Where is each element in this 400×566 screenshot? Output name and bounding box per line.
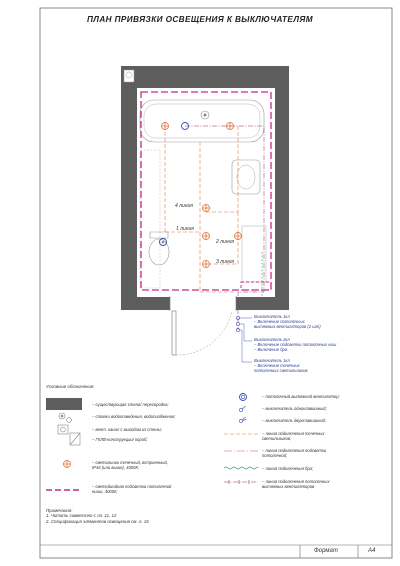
spot-light-icon xyxy=(203,233,210,240)
spot-light-icon xyxy=(235,233,242,240)
format-label: Формат xyxy=(314,548,338,554)
spot-light-icon xyxy=(203,261,210,268)
fan-icon xyxy=(240,394,247,401)
door-swing xyxy=(176,311,232,355)
switch-double-icon xyxy=(239,417,246,423)
spot-light-icon xyxy=(162,123,169,130)
legend-text: потолочной; xyxy=(262,453,288,458)
legend-text: – потолочный вытяжной вентилятор; xyxy=(262,394,340,399)
legend-item-led xyxy=(92,484,171,494)
callout-leaders xyxy=(239,318,252,362)
legend-item-line-spots xyxy=(262,431,324,441)
legend-item-line-sconce xyxy=(262,466,313,471)
callout-line: потолочных светильников xyxy=(254,368,308,373)
wall-fill-icon xyxy=(46,398,82,410)
shower-niche xyxy=(140,150,160,288)
legend-text: – ГКЛВ-конструкции/ короб; xyxy=(92,437,148,442)
callout-switch-fans xyxy=(254,314,321,329)
line-label-2: 2 линия xyxy=(216,239,234,245)
legend-text: – светильник точечный, встроенный, xyxy=(92,460,168,465)
title-block xyxy=(40,545,392,558)
cabinet xyxy=(242,226,266,282)
legend-text: – существующая стена/ перегородка; xyxy=(92,402,169,407)
callout-line: – Включение бра xyxy=(254,347,288,352)
wiring-lines xyxy=(165,126,238,292)
bathtub xyxy=(140,100,264,142)
switch-single-icon xyxy=(239,406,245,412)
sheet-frame xyxy=(40,8,392,558)
line-label-1: 1 линия xyxy=(176,226,194,232)
legend-item-gkl xyxy=(92,437,148,442)
callout-line: Выключатель 1кл xyxy=(254,314,290,319)
legend-item-switch-double xyxy=(262,418,326,423)
callout-line: Выключатель 2кл xyxy=(254,337,290,342)
vent-box-icon xyxy=(58,425,68,434)
legend-text: ниши, 4000К; xyxy=(92,489,118,494)
spot-light-icon xyxy=(203,205,210,212)
legend-text: – линия подключения потолочных xyxy=(262,479,330,484)
legend-text: – выключатель одноклавишный; xyxy=(262,406,327,411)
legend-item-line-fans xyxy=(262,479,329,489)
water-outlet-icon xyxy=(59,413,71,422)
legend-text: – выключатель двухклавишный; xyxy=(262,418,327,423)
legend-text: – светодиодная подсветка потолочной xyxy=(92,484,172,489)
legend-item-wall xyxy=(92,402,169,407)
legend-text: – линия подключения бра; xyxy=(262,466,314,471)
legend-symbols xyxy=(46,394,258,491)
callout-line: – Включение потолочных xyxy=(254,319,305,324)
legend-text: – линия подключения подсветки xyxy=(262,448,327,453)
format-value: А4 xyxy=(368,548,376,554)
legend-item-vent xyxy=(92,427,162,432)
notes-block xyxy=(46,508,149,524)
legend-text: IP44 (или выше), 4000К; xyxy=(92,465,140,470)
line-label-3: 3 линия xyxy=(216,259,234,265)
line-green-icon xyxy=(224,467,258,469)
callout-line: Выключатель 1кл xyxy=(254,358,290,363)
plan-spotlights xyxy=(162,123,242,268)
callout-switch-spots xyxy=(254,358,308,373)
legend-heading: Условные обозначения: xyxy=(46,384,95,389)
notes-heading: Примечания: xyxy=(46,508,73,513)
spot-light-icon xyxy=(64,461,71,468)
line-purple-icon xyxy=(224,480,258,484)
callout-switch-niches xyxy=(254,337,336,352)
drawing-title: ПЛАН ПРИВЯЗКИ ОСВЕЩЕНИЯ К ВЫКЛЮЧАТЕЛЯМ xyxy=(87,15,313,24)
legend-item-line-led xyxy=(262,448,326,458)
callout-line: вытяжных вентиляторов (2 шт) xyxy=(254,324,321,329)
note-item: 1. Читать совместно с лл. 11, 12 xyxy=(46,513,117,519)
toilet xyxy=(150,232,168,238)
callout-line: – Включение точечных xyxy=(254,363,300,368)
legend-text: – стояки водоотведения, водоснабжения; xyxy=(92,414,176,419)
legend-text: светильников; xyxy=(262,436,292,441)
legend-text: – линия подключения точечных xyxy=(262,431,325,436)
note-item: 2. Спецификация элементов освещения см. л. 16 xyxy=(46,518,149,524)
legend-text: вытяжных вентиляторов xyxy=(262,484,315,489)
callout-line: – Включение подсветки потолочных ниш xyxy=(254,342,337,347)
legend-item-risers xyxy=(92,414,175,419)
gkl-box-icon xyxy=(70,433,80,445)
spot-light-icon xyxy=(227,123,234,130)
legend-text: – вент. канал с выходом из стены; xyxy=(92,427,162,432)
legend-item-switch-single xyxy=(262,406,327,411)
door-leaf xyxy=(172,311,176,355)
door-opening xyxy=(170,296,236,311)
line-label-4: 4 линия xyxy=(175,203,193,209)
legend-item-fan xyxy=(262,394,340,399)
legend-item-spot xyxy=(92,460,168,470)
